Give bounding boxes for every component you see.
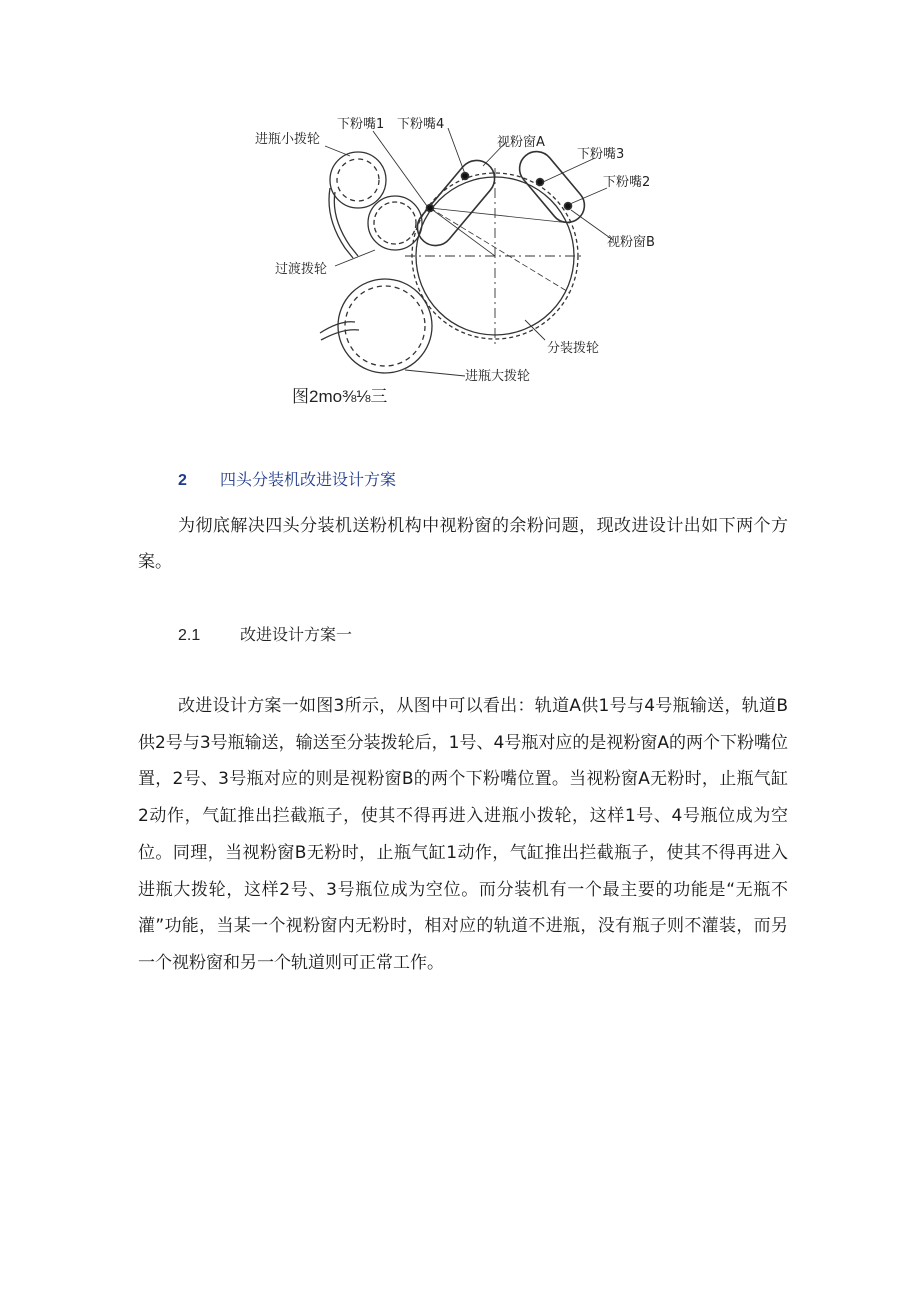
label-nozzle3: 下粉嘴3 bbox=[577, 147, 625, 162]
section-title: 四头分装机改进设计方案 bbox=[220, 472, 397, 489]
label-nozzle1: 下粉嘴1 bbox=[337, 117, 385, 132]
label-big-wheel: 进瓶大拨轮 bbox=[465, 369, 531, 384]
label-nozzle2: 下粉嘴2 bbox=[603, 175, 651, 190]
label-split-wheel: 分装拨轮 bbox=[547, 341, 600, 356]
section-heading bbox=[178, 467, 396, 490]
subsection-title: 改进设计方案一 bbox=[240, 627, 353, 644]
label-transfer-wheel: 过渡拨轮 bbox=[275, 262, 328, 277]
split-wheel-shape bbox=[405, 168, 585, 344]
body-paragraph: 改进设计方案一如图3所示，从图中可以看出：轨道A供1号与4号瓶输送，轨道B供2号与3号瓶输送，输送至分装拨轮后，1号、4号瓶对应的是视粉窗A的两个下粉嘴位置，2号、3号瓶对应的则是视粉窗B的两个下粉嘴位置。当视粉窗A无粉时，止瓶气缸2动作，气缸推出拦截瓶子，使其不得再进入进瓶小拨轮，这样1号、4号瓶位成为空位。同理，当视粉窗B无粉时，止瓶气缸1动作，气缸推出拦截瓶子，使其不得再进入进瓶大拨轮，这样2号、3号瓶位成为空位。而分装机有一个最主要的功能是“无瓶不灌”功能，当某一个视粉窗内无粉时，相对应的轨道不进瓶，没有瓶子则不灌装，而另一个视粉窗和另一个轨道则可正常工作。 bbox=[138, 696, 788, 973]
window-a-shape bbox=[410, 153, 502, 253]
subsection-heading bbox=[178, 622, 352, 645]
subsection-number: 2.1 bbox=[178, 627, 201, 644]
small-wheel-shape bbox=[329, 152, 386, 258]
section-number: 2 bbox=[178, 472, 187, 489]
label-window-a: 视粉窗A bbox=[497, 135, 545, 150]
big-wheel-shape bbox=[320, 279, 432, 373]
label-nozzle4: 下粉嘴4 bbox=[397, 117, 445, 132]
machine-diagram bbox=[255, 108, 665, 400]
figure-caption: 图2mo⅜⅛三 bbox=[292, 387, 388, 406]
intro-paragraph: 为彻底解决四头分装机送粉机构中视粉窗的余粉问题，现改进设计出如下两个方案。 bbox=[138, 516, 788, 572]
label-small-wheel: 进瓶小拨轮 bbox=[255, 132, 321, 147]
transfer-wheel-shape bbox=[368, 196, 422, 250]
label-window-b: 视粉窗B bbox=[607, 235, 655, 250]
